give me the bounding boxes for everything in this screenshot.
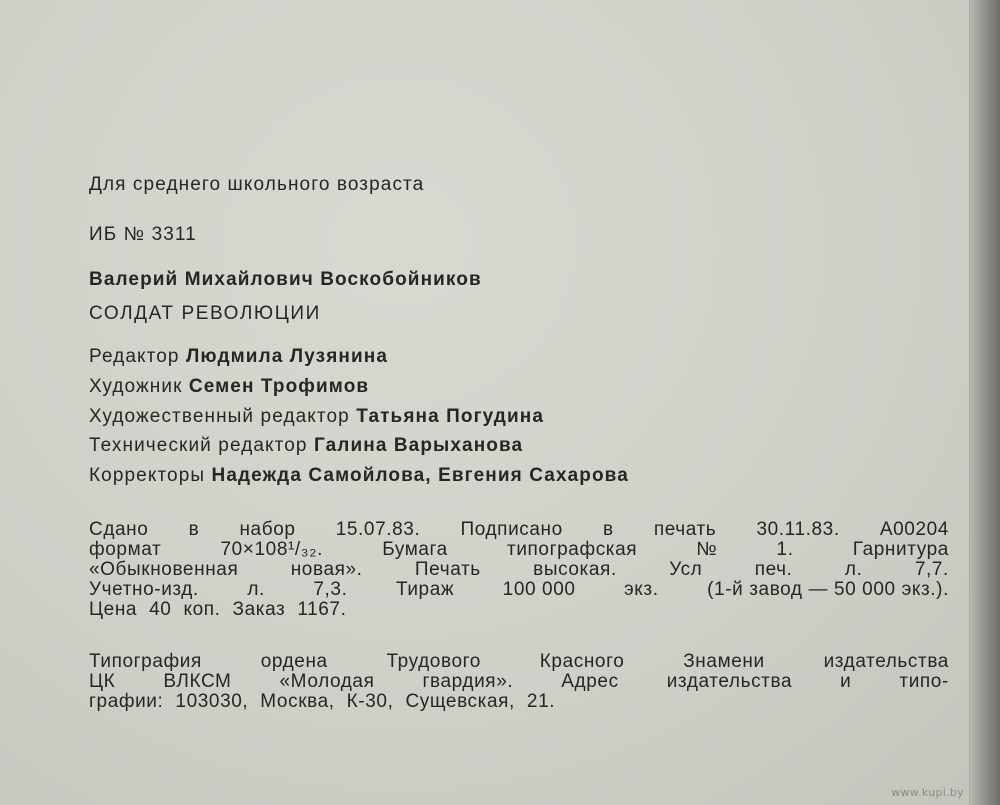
imprint-line: Сдано в набор 15.07.83. Подписано в печать 30.11.83. А00204: [89, 519, 949, 540]
imprint-line: формат 70×108¹/₃₂. Бумага типографская № 1. Гарнитура: [89, 539, 949, 560]
credit-person: Семен Трофимов: [188, 376, 370, 397]
book-gutter-shadow: [970, 0, 1000, 805]
credit-art-editor: [89, 406, 544, 428]
printing-line: ЦК ВЛКСМ «Молодая гвардия». Адрес издательства и типо-: [89, 671, 949, 692]
credit-role: Редактор: [89, 346, 180, 367]
audience-line: Для среднего школьного возраста: [89, 174, 425, 195]
imprint-line: Цена 40 коп. Заказ 1167.: [89, 599, 347, 620]
credit-role: Корректоры: [89, 465, 206, 486]
imprint-line: «Обыкновенная новая». Печать высокая. Усл печ. л. 7,7.: [89, 559, 949, 580]
credit-person: Галина Варыханова: [314, 435, 524, 456]
credit-person: Людмила Лузянина: [185, 346, 388, 367]
credit-person: Надежда Самойлова, Евгения Сахарова: [211, 465, 629, 486]
credit-editor: [89, 346, 388, 368]
credit-proofreaders: [89, 465, 629, 487]
credit-role: Технический редактор: [89, 435, 308, 456]
printing-line: графии: 103030, Москва, К-30, Сущевская, 21.: [89, 691, 556, 712]
author-name: Валерий Михайлович Воскобойников: [89, 269, 482, 290]
imprint-block: [89, 520, 949, 620]
book-title: СОЛДАТ РЕВОЛЮЦИИ: [89, 303, 321, 324]
credit-person: Татьяна Погудина: [356, 406, 544, 427]
credit-artist: [89, 376, 369, 398]
printing-line: Типография ордена Трудового Красного Знамени издательства: [89, 651, 949, 672]
imprint-line: Учетно-изд. л. 7,3. Тираж 100 000 экз. (1-й завод — 50 000 экз.).: [89, 579, 949, 600]
printing-house-block: [89, 652, 949, 712]
credit-tech-editor: [89, 435, 523, 457]
credit-role: Художник: [89, 376, 183, 397]
ib-number: ИБ № 3311: [89, 224, 197, 245]
credit-role: Художественный редактор: [89, 406, 350, 427]
site-watermark: www.kupi.by: [891, 786, 964, 799]
